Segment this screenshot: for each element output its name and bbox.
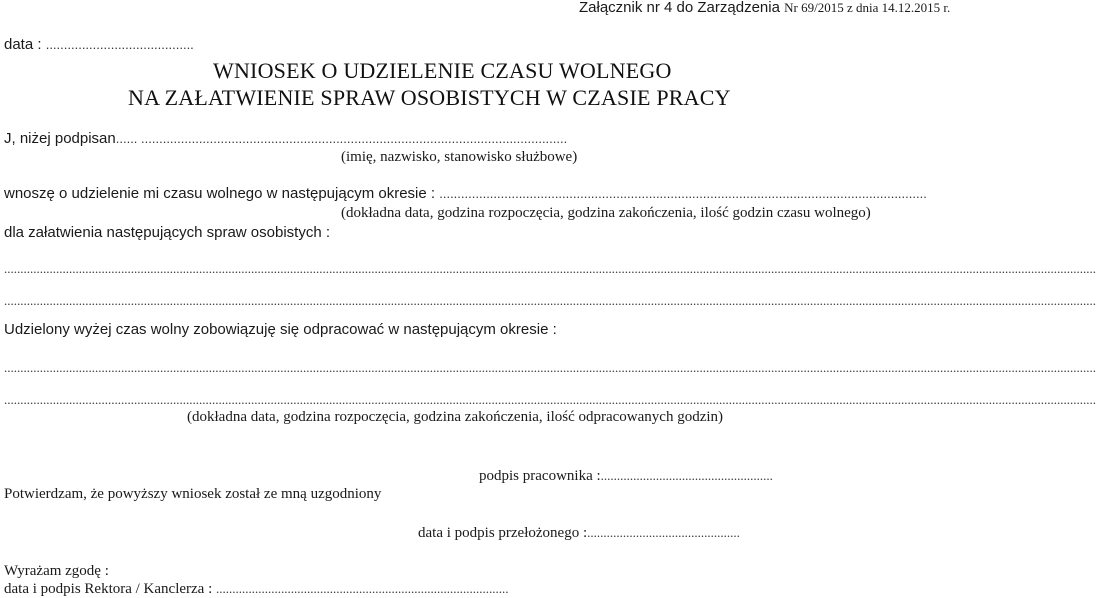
consent-label: Wyrażam zgodę :	[4, 563, 109, 579]
regulation-number: Nr 69/2015 z dnia 14.12.2015 r.	[784, 0, 951, 15]
makeup-label: Udzielony wyżej czas wolny zobowiązuję się odpracować w następującym okresie :	[4, 321, 557, 338]
purpose-line-1[interactable]: ................................................................................................................................................................................................................................................................................................................................................	[4, 261, 1096, 276]
employee-signature-field[interactable]	[479, 469, 773, 484]
purpose-label: dla załatwienia następujących spraw osobistych :	[4, 224, 331, 241]
signatory-blank[interactable]: ...... ......................................................................................................................	[115, 131, 568, 146]
request-hint: (dokładna data, godzina rozpoczęcia, godzina zakończenia, ilość godzin czasu wolnego)	[341, 205, 871, 221]
form-title-line-2: NA ZAŁATWIENIE SPRAW OSOBISTYCH W CZASIE PRACY	[128, 85, 731, 110]
signatory-hint: (imię, nazwisko, stanowisko służbowe)	[341, 149, 578, 165]
employee-signature-blank[interactable]: .....................................................	[600, 468, 773, 483]
supervisor-signature-label: data i podpis przełożonego :	[418, 525, 588, 541]
rector-signature-field[interactable]	[4, 582, 509, 597]
attachment-header	[579, 0, 950, 15]
date-label: data :	[4, 36, 42, 53]
date-blank[interactable]: .........................................	[45, 37, 194, 52]
attachment-label: Załącznik nr 4 do Zarządzenia	[579, 0, 780, 16]
employee-signature-label: podpis pracownika :	[479, 468, 601, 484]
request-field[interactable]	[4, 186, 927, 201]
purpose-line-2[interactable]: ................................................................................................................................................................................................................................................................................................................................................	[4, 293, 1096, 308]
rector-signature-blank[interactable]: ..........................................................................................	[216, 581, 509, 596]
signatory-field[interactable]	[4, 131, 567, 146]
request-label: wnoszę o udzielenie mi czasu wolnego w następującym okresie :	[4, 185, 436, 202]
makeup-line-2[interactable]: ................................................................................................................................................................................................................................................................................................................................................	[4, 392, 1096, 407]
form-title-line-1: WNIOSEK O UDZIELENIE CZASU WOLNEGO	[213, 58, 672, 83]
date-field[interactable]	[4, 37, 194, 52]
makeup-hint: (dokładna data, godzina rozpoczęcia, godzina zakończenia, ilość odpracowanych godzin)	[187, 409, 724, 425]
request-blank[interactable]: .......................................................................................................................................	[439, 186, 927, 201]
rector-signature-label: data i podpis Rektora / Kanclerza :	[4, 581, 213, 597]
makeup-line-1[interactable]: ................................................................................................................................................................................................................................................................................................................................................	[4, 360, 1096, 375]
supervisor-signature-blank[interactable]: ...............................................	[587, 525, 740, 540]
confirmation-text: Potwierdzam, że powyższy wniosek został ze mną uzgodniony	[4, 486, 382, 502]
supervisor-signature-field[interactable]	[418, 526, 740, 541]
signatory-label: J, niżej podpisan	[4, 130, 116, 147]
